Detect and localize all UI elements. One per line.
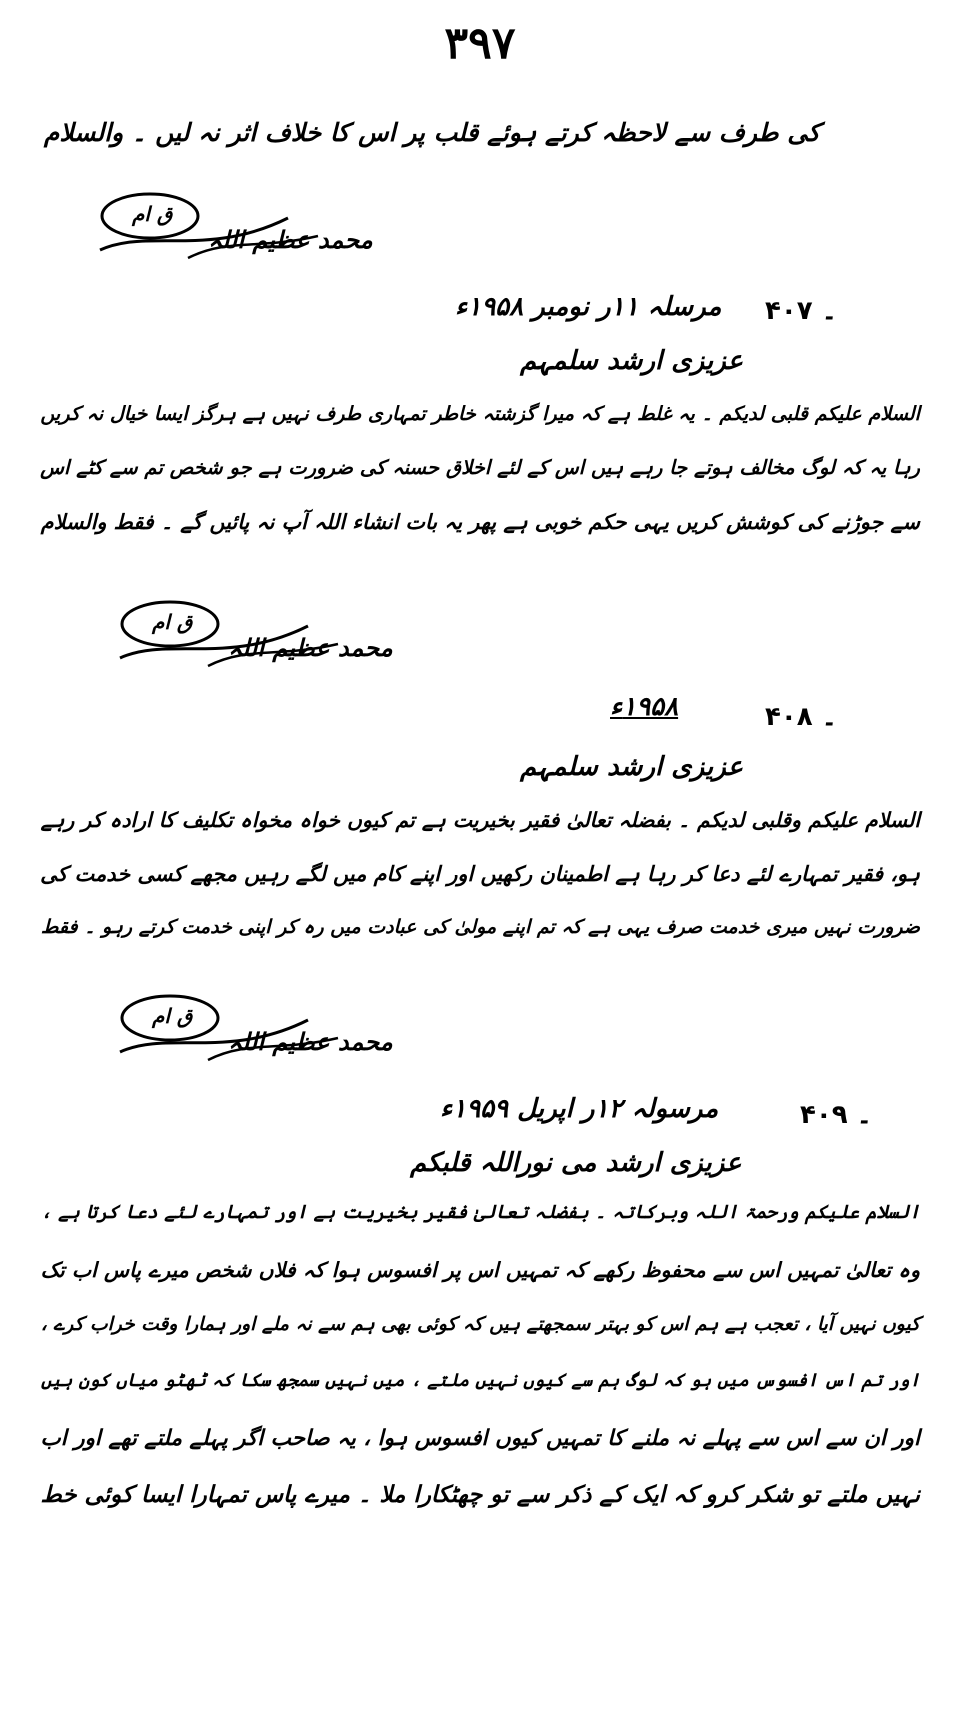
letter-date: ۱۹۵۸ء	[610, 692, 679, 722]
letter-body-line: ضرورت نہیں میری خدمت صرف یہی ہے کہ تم اپنے مولیٰ کی عبادت میں رہ کر اپنی خدمت کرتے رہو ۔ فقط	[40, 916, 920, 938]
letter-body-line: السلام علیکم قلبی لدیکم ۔ یہ غلط ہے کہ میرا گزشتہ خاطر تمہاری طرف نہیں ہے ہرگز ایسا خیال نہ کریں	[40, 402, 920, 425]
letter-date: مرسولہ ۱۲ر اپریل ۱۹۵۹ء	[440, 1094, 719, 1124]
letter-body-line: ہو، فقیر تمہارے لئے دعا کر رہا ہے اطمینان رکھیں اور اپنے کام میں لگے رہیں مجھے کسی خدمت کی	[40, 862, 920, 886]
letter-salutation: عزیزی ارشد می نوراللہ قلبکم	[410, 1148, 742, 1178]
letter-number: ۴۰۷ ۔	[765, 296, 837, 326]
letter-number: ۴۰۸ ۔	[765, 702, 837, 732]
letter-body-line: رہا یہ کہ لوگ مخالف ہوتے جا رہے ہیں اس کے لئے اخلاق حسنہ کی ضرورت ہے جو شخص تم سے کٹے اس	[40, 456, 920, 479]
signature-name: محمد عظیم اللہ	[228, 1028, 393, 1056]
letter-body-line: نہیں ملتے تو شکر کرو کہ ایک کے ذکر سے تو چھٹکارا ملا ۔ میرے پاس تمہارا ایسا کوئی خط	[40, 1482, 920, 1508]
signature-3	[108, 990, 393, 1070]
letter-body-line: السلام علیکم وقلبی لدیکم ۔ بفضلہ تعالیٰ فقیر بخیریت ہے تم کیوں خواہ مخواہ تکلیف کا ارادہ کر رہے	[40, 808, 920, 832]
letter-date: مرسلہ ۱۱ر نومبر ۱۹۵۸ء	[455, 292, 722, 322]
signature-2	[108, 596, 393, 676]
seal-text: ق ام	[132, 202, 173, 226]
seal-text: ق ام	[152, 1004, 193, 1028]
seal-text: ق ام	[152, 610, 193, 634]
signature-1	[88, 188, 373, 268]
signature-name: محمد عظیم اللہ	[208, 226, 373, 254]
letter-body-line: اور تم اس افسوس میں ہو کہ لوگ ہم سے کیوں نہیں ملتے ، میں نہیں سمجھ سکا کہ ٹھٹو میاں کون ہیں	[41, 1370, 920, 1391]
letter-salutation: عزیزی ارشد سلمہم	[520, 346, 744, 376]
page-number: ۳۹۷	[444, 18, 516, 69]
signature-name: محمد عظیم اللہ	[228, 634, 393, 662]
letter-body-line: سے جوڑنے کی کوشش کریں یہی حکم خوبی ہے پھر یہ بات انشاء اللہ آپ نہ پائیں گے ۔ فقط والسلام	[40, 510, 920, 534]
letter-salutation: عزیزی ارشد سلمہم	[520, 752, 744, 782]
letter-number: ۴۰۹ ۔	[800, 1100, 872, 1130]
letter-body-line: وہ تعالیٰ تمہیں اس سے محفوظ رکھے کہ تمہیں اس پر افسوس ہوا کہ فلاں شخص میرے پاس اب تک	[40, 1258, 920, 1282]
letter-body-line: کیوں نہیں آیا ، تعجب ہے ہم اس کو بہتر سمجھتے ہیں کہ کوئی بھی ہم سے نہ ملے اور ہمارا وقت خراب کرے ،	[40, 1314, 920, 1335]
letter-body-line: اور ان سے اس سے پہلے نہ ملنے کا تمہیں کیوں افسوس ہوا ، یہ صاحب اگر پہلے ملتے تھے اور اب	[40, 1426, 920, 1451]
letter-body-line: السلام علیکم ورحمۃ اللہ وبرکاتہ ۔ بفضلہ تعالیٰ فقیر بخیریت ہے اور تمہارے لئے دعا کرتا ہے ،	[40, 1202, 920, 1223]
continuation-line: کی طرف سے لاحظہ کرتے ہوئے قلب پر اس کا خلاف اثر نہ لیں ۔ والسلام	[43, 118, 820, 147]
